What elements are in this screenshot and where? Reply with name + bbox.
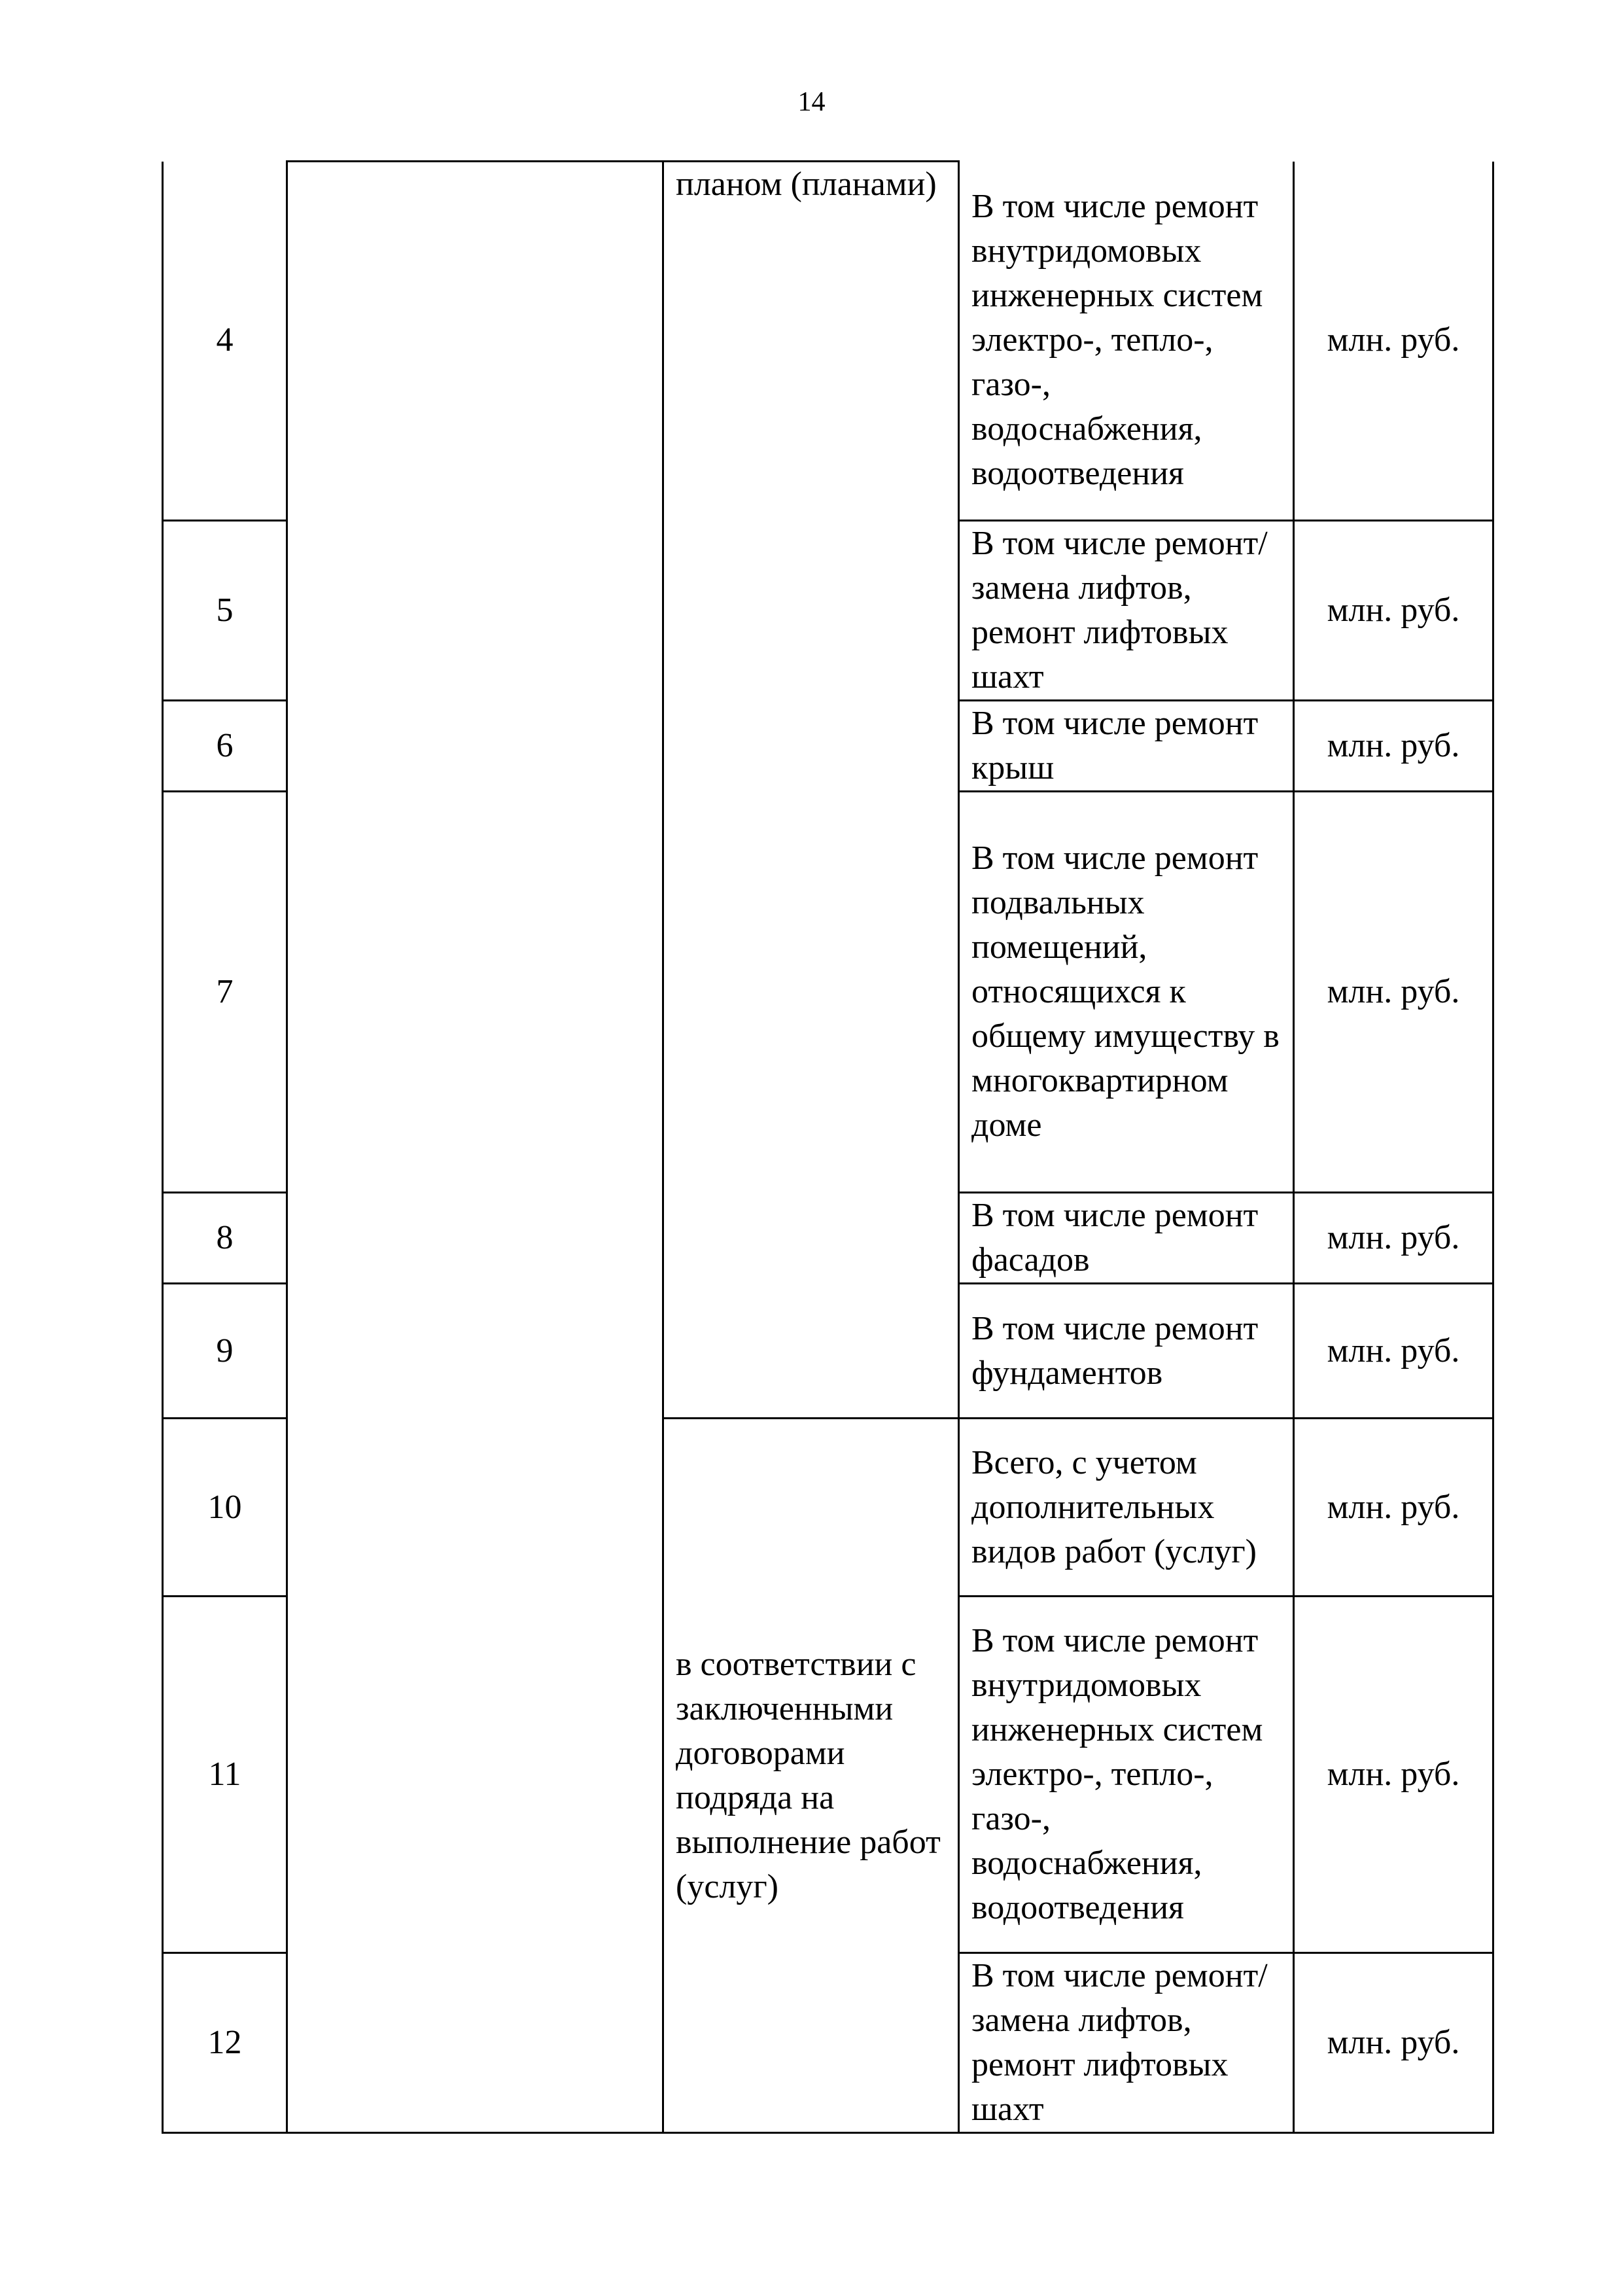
indicator-cell: В том числе ремонт фундаментов — [959, 1284, 1294, 1419]
row-number: 11 — [163, 1597, 287, 1953]
row-number: 7 — [163, 792, 287, 1193]
indicator-cell: В том числе ремонт крыш — [959, 701, 1294, 792]
unit-cell: млн. руб. — [1294, 1953, 1493, 2133]
unit-cell: млн. руб. — [1294, 1419, 1493, 1597]
row-number: 8 — [163, 1193, 287, 1284]
row-number: 10 — [163, 1419, 287, 1597]
table-container — [162, 160, 1494, 2134]
indicator-cell: В том числе ремонт/замена лифтов, ремонт лифтовых шахт — [959, 1953, 1294, 2133]
basis-cell-plan: планом (планами) — [663, 162, 959, 1419]
row-number: 12 — [163, 1953, 287, 2133]
indicator-cell: В том числе ремонт фасадов — [959, 1193, 1294, 1284]
unit-cell: млн. руб. — [1294, 792, 1493, 1193]
row-number: 5 — [163, 521, 287, 701]
basis-cell-contracts: в соответствии с заключенными договорами подряда на выполнение работ (услуг) — [663, 1419, 959, 2133]
indicator-cell: В том числе ремонт внутридомовых инженерных систем электро-, тепло-, газо-, водоснабжения, водоотведения — [959, 162, 1294, 521]
merged-name-cell — [287, 162, 663, 2133]
indicator-cell: В том числе ремонт/замена лифтов, ремонт лифтовых шахт — [959, 521, 1294, 701]
indicator-cell: Всего, с учетом дополнительных видов работ (услуг) — [959, 1419, 1294, 1597]
capital-repair-table — [162, 160, 1494, 2134]
unit-cell: млн. руб. — [1294, 1597, 1493, 1953]
row-number: 9 — [163, 1284, 287, 1419]
row-number: 4 — [163, 162, 287, 521]
indicator-cell: В том числе ремонт внутридомовых инженерных систем электро-, тепло-, газо-, водоснабжения, водоотведения — [959, 1597, 1294, 1953]
page-number: 14 — [797, 87, 826, 117]
unit-cell: млн. руб. — [1294, 1284, 1493, 1419]
unit-cell: млн. руб. — [1294, 521, 1493, 701]
row-number: 6 — [163, 701, 287, 792]
indicator-cell: В том числе ремонт подвальных помещений, относящихся к общему имуществу в многоквартирном доме — [959, 792, 1294, 1193]
unit-cell: млн. руб. — [1294, 1193, 1493, 1284]
unit-cell: млн. руб. — [1294, 162, 1493, 521]
unit-cell: млн. руб. — [1294, 701, 1493, 792]
table-row — [163, 162, 1493, 521]
